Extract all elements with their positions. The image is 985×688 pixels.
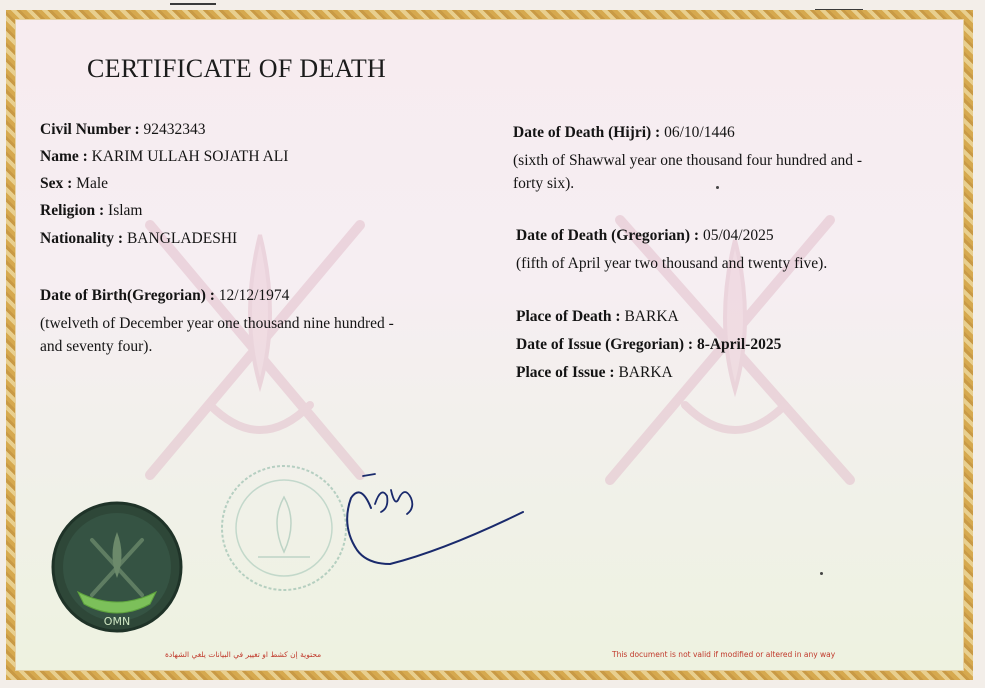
- place-of-death-value: BARKA: [624, 308, 679, 325]
- dod-hijri-row: [513, 124, 735, 142]
- sex-label: Sex :: [40, 175, 73, 192]
- seal-text: OMN: [103, 615, 131, 628]
- dod-hijri-value: 06/10/1446: [664, 124, 735, 141]
- nationality-row: [40, 230, 237, 248]
- civil-number-value: 92432343: [143, 121, 206, 138]
- place-of-issue-label: Place of Issue :: [516, 364, 615, 381]
- dod-hijri-label: Date of Death (Hijri) :: [513, 124, 661, 141]
- footer-english: This document is not valid if modified or altered in any way: [612, 650, 836, 659]
- civil-number-row: [40, 121, 205, 139]
- dod-greg-value: 05/04/2025: [702, 227, 774, 244]
- sex-row: [40, 175, 108, 193]
- scan-speck: [820, 572, 823, 575]
- sex-value: Male: [76, 175, 109, 192]
- footer-arabic: محتوية إن كشط او تغيير في البيانات يلغي الشهادة: [165, 650, 322, 659]
- place-of-death-label: Place of Death :: [516, 308, 621, 325]
- name-value: KARIM ULLAH SOJATH ALI: [91, 148, 289, 165]
- nationality-label: Nationality :: [40, 230, 124, 247]
- dob-row: [40, 287, 289, 305]
- nationality-value: BANGLADESHI: [126, 230, 238, 247]
- scan-mark-left: [170, 3, 216, 5]
- religion-label: Religion :: [40, 202, 105, 219]
- date-of-issue-label: Date of Issue (Gregorian) :: [516, 336, 694, 353]
- dod-greg-label: Date of Death (Gregorian) :: [516, 227, 700, 244]
- certificate-title: CERTIFICATE OF DEATH: [87, 54, 387, 83]
- date-of-issue-value: 8-April-2025: [696, 336, 782, 353]
- dod-greg-row: [516, 227, 774, 245]
- dod-greg-words: (fifth of April year two thousand and twenty five).: [516, 255, 828, 272]
- civil-number-label: Civil Number :: [40, 121, 140, 138]
- dod-hijri-words-line-1: (sixth of Shawwal year one thousand four hundred and -: [513, 152, 863, 169]
- religion-value: Islam: [108, 202, 143, 219]
- place-of-issue-row: [516, 364, 673, 382]
- signature: [335, 468, 525, 578]
- round-stamp: [218, 462, 350, 594]
- dod-hijri-words-line-2: forty six).: [513, 175, 575, 192]
- date-of-issue-row: [516, 336, 781, 354]
- name-label: Name :: [40, 148, 88, 165]
- dob-words-line-2: and seventy four).: [40, 338, 153, 355]
- religion-row: [40, 202, 142, 220]
- dob-label: Date of Birth(Gregorian) :: [40, 287, 215, 304]
- place-of-issue-value: BARKA: [618, 364, 673, 381]
- dob-words-line-1: (twelveth of December year one thousand nine hundred -: [40, 315, 394, 332]
- dob-value: 12/12/1974: [218, 287, 290, 304]
- place-of-death-row: [516, 308, 679, 326]
- scan-speck: [716, 186, 719, 189]
- government-seal: [50, 500, 185, 635]
- name-row: [40, 148, 288, 166]
